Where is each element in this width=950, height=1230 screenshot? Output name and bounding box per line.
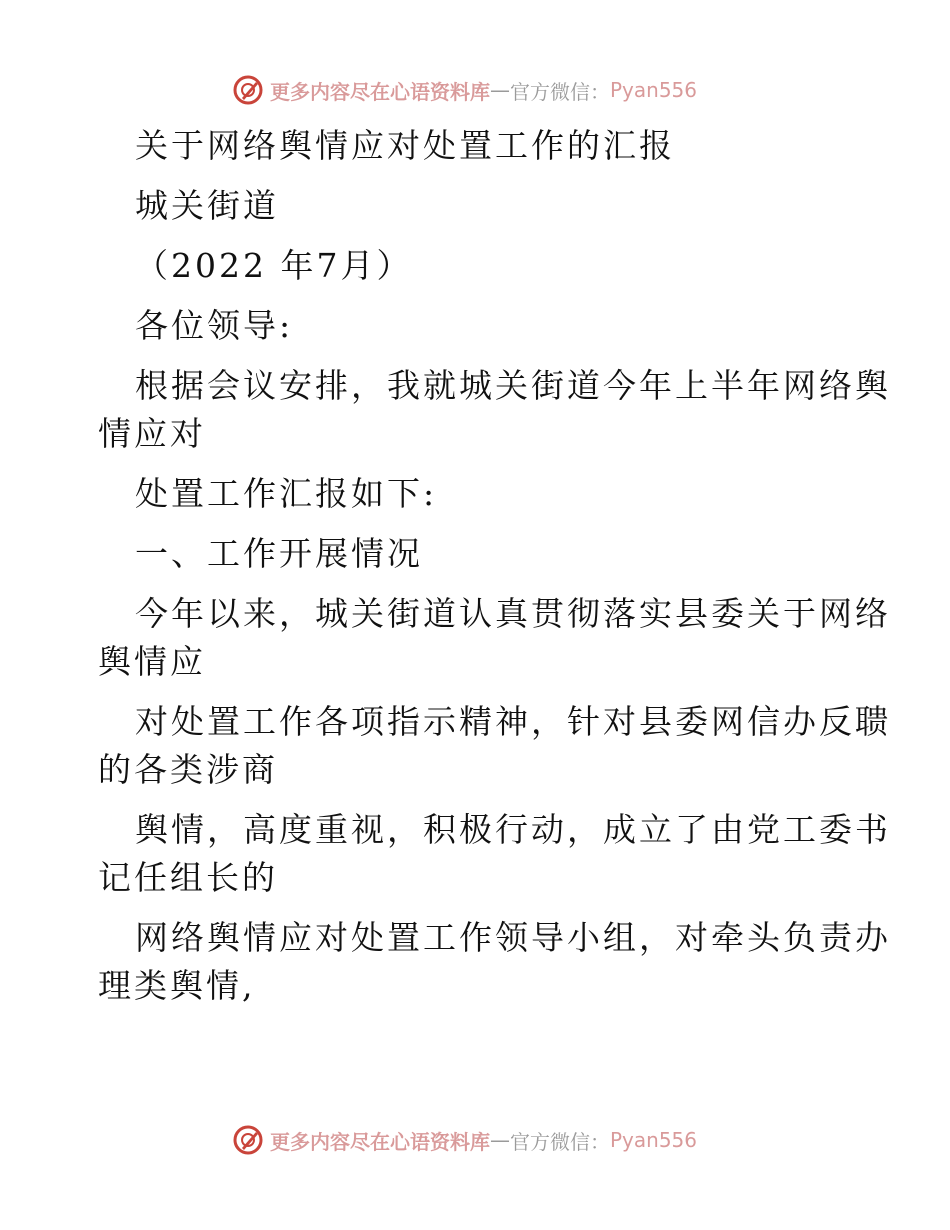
- watermark-separator: —: [490, 78, 510, 102]
- paragraph-line: 舆情应: [98, 642, 206, 681]
- watermark-wechat-label: 官方微信：: [510, 79, 610, 104]
- paragraph-line: 记任组长的: [98, 858, 278, 897]
- watermark-separator: —: [490, 1128, 510, 1152]
- document-author: 城关街道: [135, 186, 279, 225]
- document-body: [98, 122, 891, 1010]
- pen-logo-icon: [232, 1124, 264, 1156]
- paragraph-line: 理类舆情,: [98, 966, 256, 1005]
- pen-logo-icon: [232, 74, 264, 106]
- watermark-wechat-id: Pyan556: [610, 1128, 698, 1152]
- watermark-main-text: 更多内容尽在心语资料库: [270, 79, 490, 104]
- watermark-wechat-label: 官方微信：: [510, 1129, 610, 1154]
- paragraph-line: 处置工作汇报如下:: [135, 474, 438, 513]
- paragraph-line: 舆情，高度重视，积极行动，成立了由党工委书: [135, 810, 891, 849]
- document-title: 关于网络舆情应对处置工作的汇报: [135, 126, 675, 165]
- paragraph-line: 情应对: [98, 414, 206, 453]
- section-heading: 一、工作开展情况: [135, 534, 423, 573]
- document-date: （2022 年7月）: [135, 246, 413, 285]
- paragraph-line: 今年以来，城关街道认真贯彻落实县委关于网络: [135, 594, 891, 633]
- paragraph-line: 的各类涉商: [98, 750, 278, 789]
- watermark-header: [232, 72, 752, 108]
- paragraph-line: 网络舆情应对处置工作领导小组，对牵头负责办: [135, 918, 891, 957]
- watermark-footer: [232, 1122, 752, 1158]
- watermark-main-text: 更多内容尽在心语资料库: [270, 1129, 490, 1154]
- salutation: 各位领导:: [135, 306, 294, 345]
- watermark-wechat-id: Pyan556: [610, 78, 698, 102]
- paragraph-line: 对处置工作各项指示精神，针对县委网信办反聩: [135, 702, 891, 741]
- paragraph-line: 根据会议安排，我就城关街道今年上半年网络舆: [135, 366, 891, 405]
